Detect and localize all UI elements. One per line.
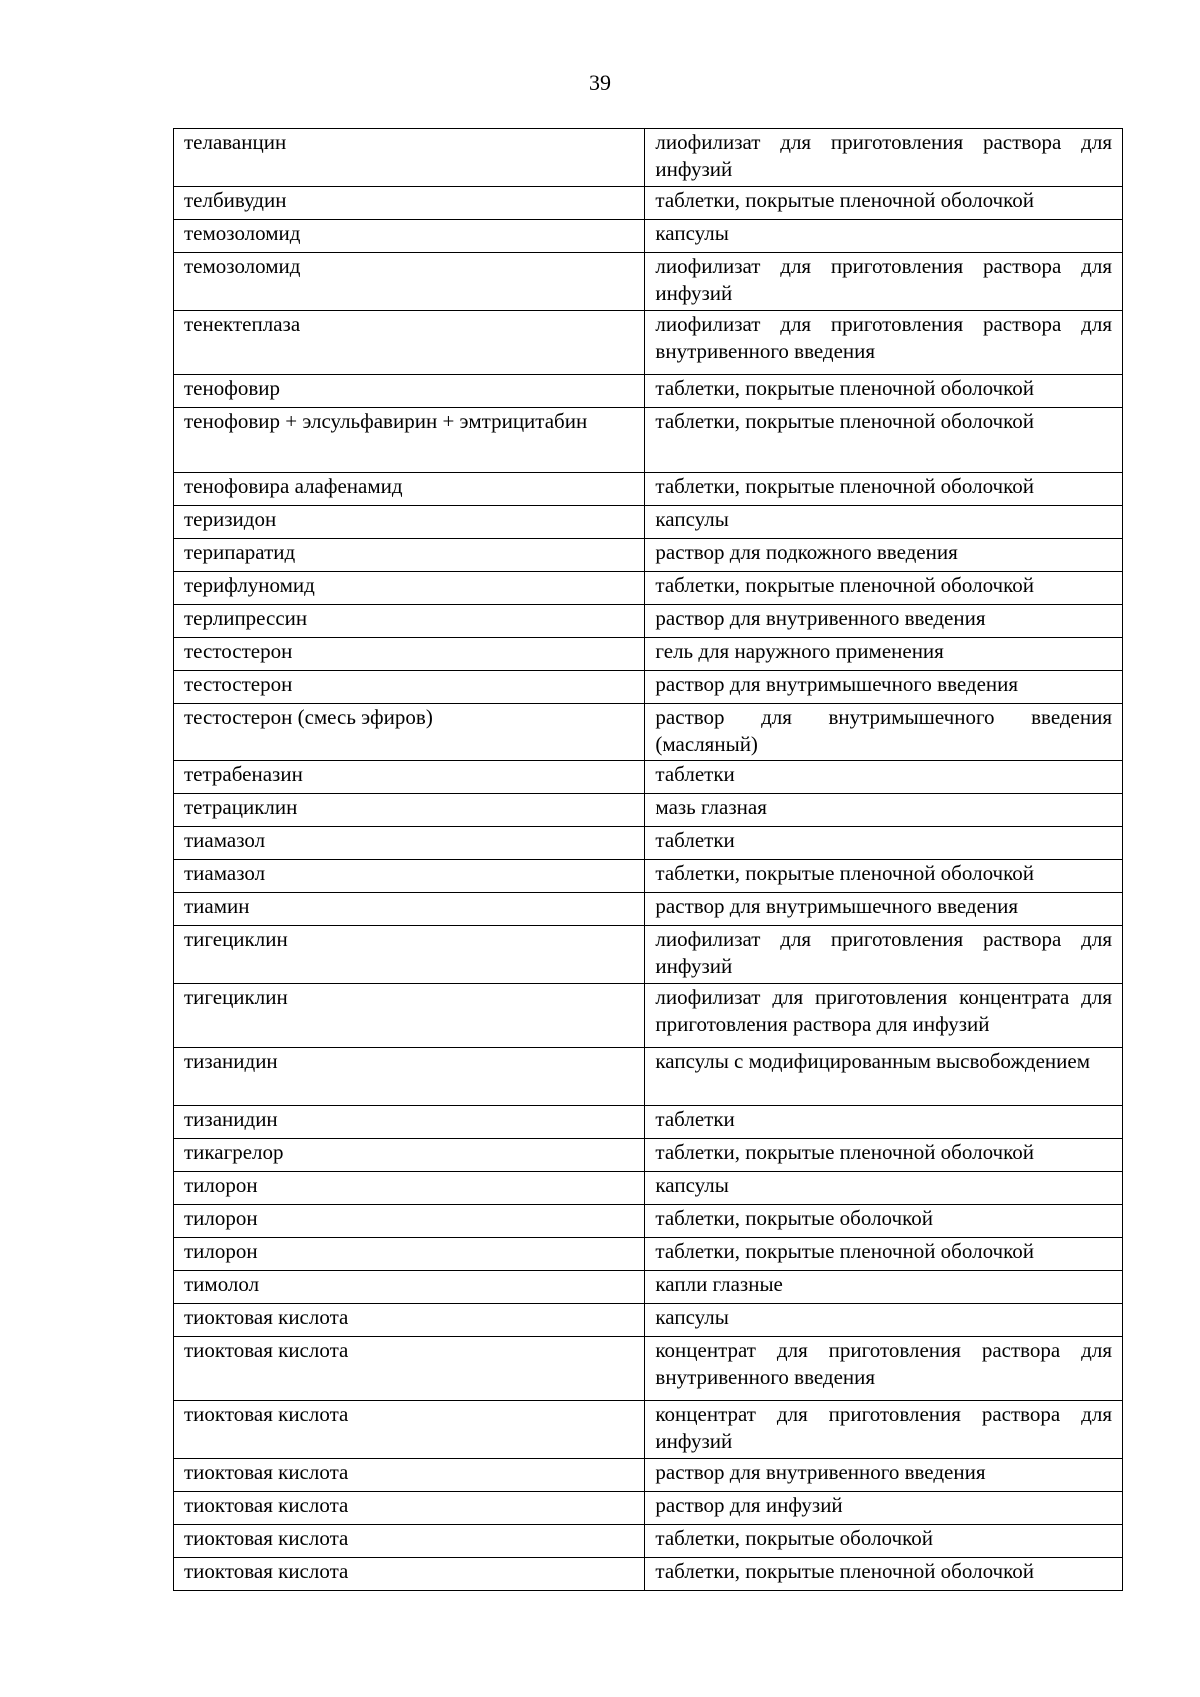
table-row xyxy=(174,506,1123,539)
table-row xyxy=(174,1139,1123,1172)
drug-table xyxy=(173,128,1123,1591)
table-row xyxy=(174,473,1123,506)
dosage-form-cell: раствор для внутримышечного введения xyxy=(645,893,1123,926)
dosage-form-cell: капсулы xyxy=(645,220,1123,253)
table-row xyxy=(174,1492,1123,1525)
drug-name-cell: терипаратид xyxy=(174,539,645,572)
table-row xyxy=(174,1304,1123,1337)
drug-name-cell: тигециклин xyxy=(174,926,645,984)
drug-name-cell: телаванцин xyxy=(174,129,645,187)
table-row xyxy=(174,1238,1123,1271)
table-row xyxy=(174,1271,1123,1304)
drug-name-cell: тиоктовая кислота xyxy=(174,1459,645,1492)
dosage-form-cell: раствор для внутривенного введения xyxy=(645,605,1123,638)
table-row xyxy=(174,220,1123,253)
drug-name-cell: тенофовир xyxy=(174,375,645,408)
table-row xyxy=(174,572,1123,605)
dosage-form-cell: таблетки, покрытые оболочкой xyxy=(645,1205,1123,1238)
dosage-form-cell: мазь глазная xyxy=(645,794,1123,827)
drug-name-cell: тикагрелор xyxy=(174,1139,645,1172)
table-row xyxy=(174,539,1123,572)
table-row xyxy=(174,605,1123,638)
drug-name-cell: тиоктовая кислота xyxy=(174,1304,645,1337)
table-row xyxy=(174,1106,1123,1139)
dosage-form-cell: лиофилизат для приготовления раствора для внутривенного введения xyxy=(645,311,1123,375)
drug-name-cell: тестостерон xyxy=(174,638,645,671)
dosage-form-cell: таблетки xyxy=(645,761,1123,794)
dosage-form-cell: лиофилизат для приготовления раствора для инфузий xyxy=(645,926,1123,984)
dosage-form-cell: таблетки, покрытые пленочной оболочкой xyxy=(645,408,1123,473)
drug-name-cell: тетрациклин xyxy=(174,794,645,827)
dosage-form-cell: раствор для внутримышечного введения (масляный) xyxy=(645,704,1123,761)
drug-name-cell: тиоктовая кислота xyxy=(174,1558,645,1591)
table-row xyxy=(174,761,1123,794)
drug-name-cell: тилорон xyxy=(174,1172,645,1205)
dosage-form-cell: гель для наружного применения xyxy=(645,638,1123,671)
drug-name-cell: тизанидин xyxy=(174,1048,645,1106)
table-row xyxy=(174,1558,1123,1591)
table-row xyxy=(174,638,1123,671)
dosage-form-cell: капсулы xyxy=(645,1172,1123,1205)
drug-name-cell: терлипрессин xyxy=(174,605,645,638)
dosage-form-cell: раствор для подкожного введения xyxy=(645,539,1123,572)
drug-table-body xyxy=(174,129,1123,1591)
table-row xyxy=(174,671,1123,704)
table-row xyxy=(174,311,1123,375)
table-row xyxy=(174,704,1123,761)
dosage-form-cell: раствор для внутримышечного введения xyxy=(645,671,1123,704)
dosage-form-cell: таблетки, покрытые пленочной оболочкой xyxy=(645,1558,1123,1591)
drug-name-cell: тиамазол xyxy=(174,860,645,893)
table-row xyxy=(174,1525,1123,1558)
table-row xyxy=(174,1459,1123,1492)
drug-name-cell: темозоломид xyxy=(174,220,645,253)
table-row xyxy=(174,926,1123,984)
dosage-form-cell: лиофилизат для приготовления концентрата для приготовления раствора для инфузий xyxy=(645,984,1123,1048)
table-row xyxy=(174,1337,1123,1401)
dosage-form-cell: капсулы xyxy=(645,506,1123,539)
drug-name-cell: тиамазол xyxy=(174,827,645,860)
table-row xyxy=(174,1401,1123,1459)
drug-name-cell: теризидон xyxy=(174,506,645,539)
drug-name-cell: тигециклин xyxy=(174,984,645,1048)
dosage-form-cell: концентрат для приготовления раствора для инфузий xyxy=(645,1401,1123,1459)
drug-name-cell: тилорон xyxy=(174,1205,645,1238)
dosage-form-cell: концентрат для приготовления раствора для внутривенного введения xyxy=(645,1337,1123,1401)
table-row xyxy=(174,1172,1123,1205)
table-row xyxy=(174,1048,1123,1106)
page-number: 39 xyxy=(589,70,611,95)
table-row xyxy=(174,860,1123,893)
drug-name-cell: тетрабеназин xyxy=(174,761,645,794)
drug-name-cell: тенофовир + элсульфавирин + эмтрицитабин xyxy=(174,408,645,473)
drug-name-cell: тестостерон xyxy=(174,671,645,704)
dosage-form-cell: таблетки, покрытые пленочной оболочкой xyxy=(645,375,1123,408)
table-row xyxy=(174,253,1123,311)
dosage-form-cell: таблетки, покрытые пленочной оболочкой xyxy=(645,572,1123,605)
dosage-form-cell: таблетки, покрытые пленочной оболочкой xyxy=(645,1139,1123,1172)
dosage-form-cell: лиофилизат для приготовления раствора для инфузий xyxy=(645,129,1123,187)
drug-name-cell: тестостерон (смесь эфиров) xyxy=(174,704,645,761)
dosage-form-cell: таблетки, покрытые пленочной оболочкой xyxy=(645,187,1123,220)
drug-name-cell: телбивудин xyxy=(174,187,645,220)
dosage-form-cell: таблетки xyxy=(645,1106,1123,1139)
dosage-form-cell: лиофилизат для приготовления раствора для инфузий xyxy=(645,253,1123,311)
table-row xyxy=(174,893,1123,926)
dosage-form-cell: капли глазные xyxy=(645,1271,1123,1304)
drug-name-cell: тизанидин xyxy=(174,1106,645,1139)
table-row xyxy=(174,375,1123,408)
drug-name-cell: тиамин xyxy=(174,893,645,926)
drug-name-cell: тимолол xyxy=(174,1271,645,1304)
dosage-form-cell: раствор для внутривенного введения xyxy=(645,1459,1123,1492)
table-row xyxy=(174,129,1123,187)
drug-name-cell: тиоктовая кислота xyxy=(174,1401,645,1459)
dosage-form-cell: таблетки, покрытые пленочной оболочкой xyxy=(645,473,1123,506)
drug-name-cell: тенофовира алафенамид xyxy=(174,473,645,506)
dosage-form-cell: раствор для инфузий xyxy=(645,1492,1123,1525)
table-row xyxy=(174,408,1123,473)
dosage-form-cell: таблетки, покрытые пленочной оболочкой xyxy=(645,1238,1123,1271)
table-row xyxy=(174,1205,1123,1238)
dosage-form-cell: капсулы с модифицированным высвобождением xyxy=(645,1048,1123,1106)
drug-name-cell: терифлуномид xyxy=(174,572,645,605)
table-row xyxy=(174,827,1123,860)
table-row xyxy=(174,187,1123,220)
drug-name-cell: тиоктовая кислота xyxy=(174,1337,645,1401)
drug-name-cell: тилорон xyxy=(174,1238,645,1271)
table-row xyxy=(174,794,1123,827)
drug-name-cell: темозоломид xyxy=(174,253,645,311)
dosage-form-cell: капсулы xyxy=(645,1304,1123,1337)
dosage-form-cell: таблетки, покрытые оболочкой xyxy=(645,1525,1123,1558)
dosage-form-cell: таблетки, покрытые пленочной оболочкой xyxy=(645,860,1123,893)
table-row xyxy=(174,984,1123,1048)
dosage-form-cell: таблетки xyxy=(645,827,1123,860)
drug-name-cell: тиоктовая кислота xyxy=(174,1492,645,1525)
drug-name-cell: тиоктовая кислота xyxy=(174,1525,645,1558)
drug-name-cell: тенектеплаза xyxy=(174,311,645,375)
